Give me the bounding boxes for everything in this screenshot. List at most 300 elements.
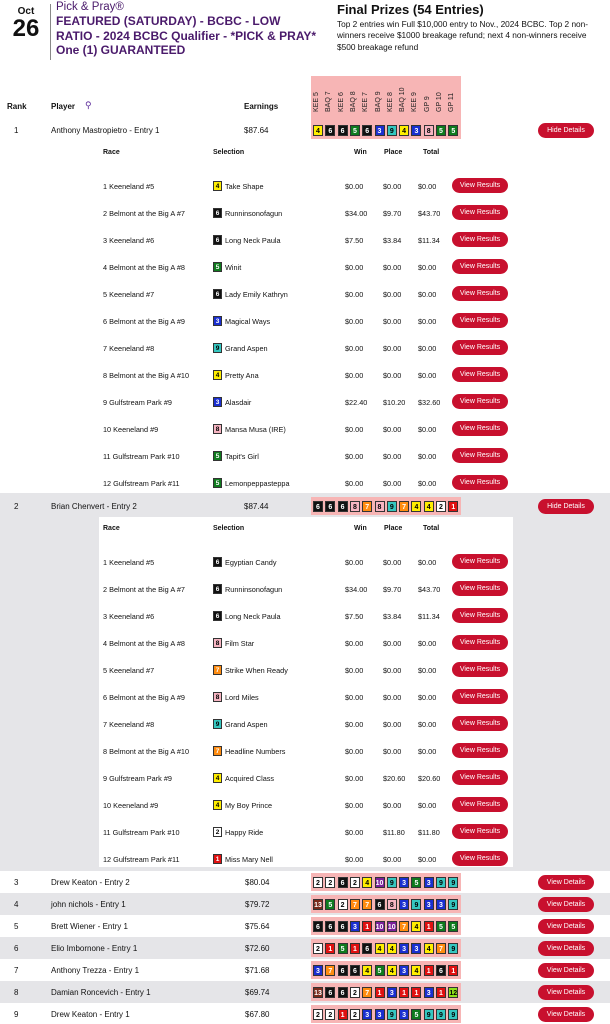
- detail-race: 7 Keeneland #8: [103, 720, 155, 729]
- win-col-header: Win: [354, 149, 367, 156]
- pick-square: 9: [213, 719, 222, 729]
- detail-row: [99, 684, 513, 711]
- details-panel: [99, 517, 513, 867]
- date-month: Oct: [17, 6, 35, 17]
- picks-strip: [311, 497, 461, 515]
- entry-player[interactable]: Anthony Trezza - Entry 1: [51, 966, 140, 975]
- pick-square: 1: [338, 1009, 348, 1020]
- pick-square: 2: [313, 877, 323, 888]
- detail-win: $22.40: [345, 398, 368, 407]
- pick-square: 9: [411, 899, 421, 910]
- detail-horse: Long Neck Paula: [225, 612, 281, 621]
- pick-square: 9: [436, 877, 446, 888]
- detail-win: $0.00: [345, 639, 364, 648]
- detail-horse: Alasdair: [225, 398, 252, 407]
- pick-square: 8: [213, 692, 222, 702]
- entry-player[interactable]: john nichols - Entry 1: [51, 900, 126, 909]
- pick-square: 5: [448, 125, 458, 136]
- pick-square: 9: [436, 1009, 446, 1020]
- pick-square: 3: [375, 1009, 385, 1020]
- pick-square: 1: [448, 501, 458, 512]
- detail-race: 6 Belmont at the Big A #9: [103, 693, 185, 702]
- pick-square: 4: [387, 965, 397, 976]
- pick-square: 6: [338, 877, 348, 888]
- detail-total: $0.00: [418, 344, 437, 353]
- detail-row: [99, 657, 513, 684]
- entry-rank: 3: [14, 878, 19, 887]
- pick-square: 9: [448, 1009, 458, 1020]
- pick-square: 7: [325, 965, 335, 976]
- detail-race: 12 Gulfstream Park #11: [103, 855, 180, 864]
- detail-total: $0.00: [418, 479, 437, 488]
- detail-total: $43.70: [418, 585, 441, 594]
- detail-win: $7.50: [345, 612, 364, 621]
- detail-race: 10 Keeneland #9: [103, 801, 159, 810]
- detail-place: $0.00: [383, 317, 402, 326]
- detail-row: [99, 281, 513, 308]
- detail-row: [99, 443, 513, 470]
- detail-place: $0.00: [383, 425, 402, 434]
- table-row[interactable]: [0, 121, 610, 139]
- view-results-button[interactable]: View Results: [452, 581, 508, 596]
- pick-square: 7: [213, 746, 222, 756]
- detail-total: $32.60: [418, 398, 441, 407]
- detail-place: $0.00: [383, 693, 402, 702]
- detail-horse: Happy Ride: [225, 828, 264, 837]
- detail-row: [99, 173, 513, 200]
- pick-square: 4: [411, 921, 421, 932]
- place-col-header: Place: [384, 525, 403, 532]
- detail-place: $20.60: [383, 774, 406, 783]
- view-results-button[interactable]: View Results: [452, 608, 508, 623]
- pick-square: 4: [213, 773, 222, 783]
- view-results-button[interactable]: View Results: [452, 743, 508, 758]
- detail-horse: Long Neck Paula: [225, 236, 281, 245]
- detail-total: $11.34: [418, 236, 440, 245]
- detail-place: $0.00: [383, 720, 402, 729]
- detail-race: 2 Belmont at the Big A #7: [103, 585, 185, 594]
- detail-total: $0.00: [418, 290, 437, 299]
- detail-horse: Runninsonofagun: [225, 209, 283, 218]
- pick-square: 5: [325, 899, 335, 910]
- detail-win: $7.50: [345, 236, 364, 245]
- entry-player[interactable]: Anthony Mastropietro - Entry 1: [51, 126, 160, 135]
- pick-square: 9: [213, 343, 222, 353]
- pick-square: 7: [350, 899, 360, 910]
- detail-win: $0.00: [345, 290, 364, 299]
- pick-square: 2: [436, 501, 446, 512]
- win-col-header: Win: [354, 525, 367, 532]
- detail-place: $0.00: [383, 747, 402, 756]
- detail-place: $0.00: [383, 666, 402, 675]
- pick-square: 3: [399, 943, 409, 954]
- entry-earnings: $75.64: [245, 922, 270, 931]
- pick-square: 5: [411, 1009, 421, 1020]
- detail-horse: My Boy Prince: [225, 801, 273, 810]
- pick-square: 3: [213, 316, 222, 326]
- detail-horse: Lady Emily Kathryn: [225, 290, 288, 299]
- detail-race: 8 Belmont at the Big A #10: [103, 747, 190, 756]
- view-details-button[interactable]: View Details: [538, 985, 594, 1000]
- pick-square: 2: [350, 877, 360, 888]
- detail-row: [99, 416, 513, 443]
- detail-win: $0.00: [345, 425, 364, 434]
- pick-square: 5: [213, 451, 222, 461]
- detail-total: $20.60: [418, 774, 441, 783]
- pick-square: 3: [375, 125, 385, 136]
- detail-horse: Strike When Ready: [225, 666, 288, 675]
- pick-square: 1: [399, 987, 409, 998]
- table-row[interactable]: [0, 895, 610, 913]
- view-results-button[interactable]: View Results: [452, 178, 508, 193]
- entry-player[interactable]: Brett Wiener - Entry 1: [51, 922, 128, 931]
- pick-square: 2: [350, 1009, 360, 1020]
- view-details-button[interactable]: View Details: [538, 1007, 594, 1022]
- pick-square: 4: [424, 501, 434, 512]
- picks-strip: [311, 895, 461, 913]
- detail-race: 8 Belmont at the Big A #10: [103, 371, 190, 380]
- pick-square: 9: [387, 1009, 397, 1020]
- detail-place: $0.00: [383, 290, 402, 299]
- detail-row: [99, 227, 513, 254]
- detail-win: $0.00: [345, 558, 364, 567]
- pick-square: 3: [213, 397, 222, 407]
- detail-race: 10 Keeneland #9: [103, 425, 159, 434]
- pick-square: 2: [313, 1009, 323, 1020]
- pick-square: 3: [399, 965, 409, 976]
- detail-place: $3.84: [383, 612, 402, 621]
- detail-row: [99, 389, 513, 416]
- pick-square: 1: [436, 987, 446, 998]
- detail-row: [99, 549, 513, 576]
- view-results-button[interactable]: View Results: [452, 448, 508, 463]
- detail-total: $11.34: [418, 612, 440, 621]
- entry-rank: 7: [14, 966, 19, 975]
- detail-total: $0.00: [418, 317, 437, 326]
- view-results-button[interactable]: View Results: [452, 554, 508, 569]
- detail-place: $0.00: [383, 344, 402, 353]
- detail-total: $43.70: [418, 209, 441, 218]
- detail-row: [99, 738, 513, 765]
- race-col-header: Race: [103, 525, 120, 532]
- detail-race: 1 Keeneland #5: [103, 558, 155, 567]
- pick-square: 3: [424, 899, 434, 910]
- pick-square: 2: [313, 943, 323, 954]
- pick-square: 8: [424, 125, 434, 136]
- pick-square: 1: [325, 943, 335, 954]
- pick-square: 4: [375, 943, 385, 954]
- pick-square: 4: [411, 965, 421, 976]
- details-panel: [99, 141, 513, 491]
- detail-win: $34.00: [345, 585, 368, 594]
- detail-total: $11.80: [418, 828, 440, 837]
- pick-square: 6: [362, 943, 372, 954]
- table-row[interactable]: [0, 961, 610, 979]
- picks-strip: [311, 917, 461, 935]
- pick-square: 2: [350, 987, 360, 998]
- detail-place: $10.20: [383, 398, 406, 407]
- pick-square: 4: [213, 800, 222, 810]
- view-results-button[interactable]: View Results: [452, 367, 508, 382]
- pick-square: 3: [362, 1009, 372, 1020]
- picks-strip: [311, 121, 461, 139]
- view-results-button[interactable]: View Results: [452, 205, 508, 220]
- detail-row: [99, 576, 513, 603]
- detail-horse: Mansa Musa (IRE): [225, 425, 286, 434]
- detail-row: [99, 846, 513, 873]
- entry-earnings: $79.72: [245, 900, 270, 909]
- table-row[interactable]: [0, 939, 610, 957]
- detail-horse: Lemonpeppasteppa: [225, 479, 290, 488]
- pick-square: 1: [213, 854, 222, 864]
- detail-row: [99, 335, 513, 362]
- detail-win: $0.00: [345, 666, 364, 675]
- detail-race: 5 Keeneland #7: [103, 666, 155, 675]
- pick-square: 6: [338, 965, 348, 976]
- hide-details-button[interactable]: Hide Details: [538, 123, 594, 138]
- view-results-button[interactable]: View Results: [452, 662, 508, 677]
- pick-square: 4: [387, 943, 397, 954]
- pick-square: 4: [313, 125, 323, 136]
- pick-square: 6: [325, 987, 335, 998]
- player-header: Player: [51, 102, 76, 111]
- detail-race: 11 Gulfstream Park #10: [103, 452, 180, 461]
- pick-square: 3: [399, 1009, 409, 1020]
- pick-square: 5: [411, 877, 421, 888]
- view-results-button[interactable]: View Results: [452, 716, 508, 731]
- view-results-button[interactable]: View Results: [452, 635, 508, 650]
- pick-square: 6: [325, 501, 335, 512]
- pick-square: 5: [350, 125, 360, 136]
- pick-square: 9: [387, 877, 397, 888]
- race-label: KEE 8: [386, 92, 394, 112]
- entry-rank: 6: [14, 944, 19, 953]
- pick-square: 10: [387, 921, 397, 932]
- selection-col-header: Selection: [213, 149, 245, 156]
- table-row[interactable]: [0, 497, 610, 515]
- pick-square: 6: [350, 965, 360, 976]
- pick-square: 5: [213, 478, 222, 488]
- pick-square: 6: [338, 921, 348, 932]
- detail-total: $0.00: [418, 263, 437, 272]
- detail-race: 12 Gulfstream Park #11: [103, 479, 180, 488]
- pick-square: 2: [338, 899, 348, 910]
- table-row[interactable]: [0, 917, 610, 935]
- detail-win: $0.00: [345, 182, 364, 191]
- pick-square: 9: [424, 1009, 434, 1020]
- detail-total: $0.00: [418, 425, 437, 434]
- pick-square: 6: [338, 125, 348, 136]
- page-header: [0, 0, 610, 72]
- detail-horse: Take Shape: [225, 182, 264, 191]
- detail-horse: Film Star: [225, 639, 255, 648]
- pick-square: 5: [375, 965, 385, 976]
- detail-place: $0.00: [383, 263, 402, 272]
- entry-rank: 2: [14, 502, 19, 511]
- pick-square: 4: [362, 877, 372, 888]
- table-row[interactable]: [0, 1005, 610, 1023]
- detail-place: $0.00: [383, 371, 402, 380]
- pick-square: 7: [362, 501, 372, 512]
- entry-rank: 4: [14, 900, 19, 909]
- detail-race: 1 Keeneland #5: [103, 182, 155, 191]
- detail-race: 3 Keeneland #6: [103, 612, 155, 621]
- view-results-button[interactable]: View Results: [452, 851, 508, 866]
- pick-square: 6: [338, 987, 348, 998]
- entry-player[interactable]: Brian Chenvert - Entry 2: [51, 502, 137, 511]
- detail-place: $0.00: [383, 479, 402, 488]
- entry-player[interactable]: Elio Imbornone - Entry 1: [51, 944, 138, 953]
- entry-player[interactable]: Drew Keaton - Entry 1: [51, 1010, 130, 1019]
- view-results-button[interactable]: View Results: [452, 394, 508, 409]
- pick-square: 6: [313, 501, 323, 512]
- race-label: BAQ 9: [374, 91, 382, 112]
- view-details-button[interactable]: View Details: [538, 963, 594, 978]
- detail-place: $9.70: [383, 209, 402, 218]
- hide-details-button[interactable]: Hide Details: [538, 499, 594, 514]
- selection-col-header: Selection: [213, 525, 245, 532]
- picks-strip: [311, 1005, 461, 1023]
- pick-square: 4: [399, 125, 409, 136]
- search-icon[interactable]: ⚲: [85, 100, 92, 110]
- race-label: KEE 9: [411, 92, 419, 112]
- detail-horse: Grand Aspen: [225, 344, 268, 353]
- total-col-header: Total: [423, 525, 440, 532]
- pick-square: 4: [213, 370, 222, 380]
- view-results-button[interactable]: View Results: [452, 475, 508, 490]
- pick-square: 8: [375, 501, 385, 512]
- detail-row: [99, 630, 513, 657]
- detail-place: $0.00: [383, 452, 402, 461]
- detail-race: 9 Gulfstream Park #9: [103, 398, 172, 407]
- view-results-button[interactable]: View Results: [452, 770, 508, 785]
- detail-total: $0.00: [418, 693, 437, 702]
- pick-square: 7: [362, 899, 372, 910]
- pick-square: 2: [213, 827, 222, 837]
- detail-row: [99, 603, 513, 630]
- detail-horse: Winit: [225, 263, 242, 272]
- detail-horse: Grand Aspen: [225, 720, 268, 729]
- view-results-button[interactable]: View Results: [452, 797, 508, 812]
- detail-total: $0.00: [418, 452, 437, 461]
- detail-row: [99, 308, 513, 335]
- pick-square: 6: [213, 235, 222, 245]
- pick-square: 10: [375, 921, 385, 932]
- entry-earnings: $87.64: [244, 126, 269, 135]
- detail-race: 9 Gulfstream Park #9: [103, 774, 172, 783]
- view-details-button[interactable]: View Details: [538, 897, 594, 912]
- detail-total: $0.00: [418, 801, 437, 810]
- race-label: GP 9: [423, 96, 431, 112]
- detail-horse: Magical Ways: [225, 317, 271, 326]
- view-results-button[interactable]: View Results: [452, 824, 508, 839]
- pick-square: 3: [399, 899, 409, 910]
- date-day: 26: [12, 15, 40, 42]
- detail-place: $9.70: [383, 585, 402, 594]
- pick-square: 5: [436, 921, 446, 932]
- rank-header: Rank: [7, 102, 27, 111]
- detail-win: $0.00: [345, 774, 364, 783]
- entry-player[interactable]: Drew Keaton - Entry 2: [51, 878, 130, 887]
- pick-square: 5: [448, 921, 458, 932]
- entry-earnings: $71.68: [245, 966, 270, 975]
- pick-square: 1: [424, 921, 434, 932]
- race-label: KEE 5: [313, 92, 320, 112]
- entry-rank: 9: [14, 1010, 19, 1019]
- pick-square: 10: [375, 877, 385, 888]
- detail-total: $0.00: [418, 720, 437, 729]
- detail-total: $0.00: [418, 371, 437, 380]
- detail-win: $0.00: [345, 855, 364, 864]
- view-details-button[interactable]: View Details: [538, 941, 594, 956]
- view-results-button[interactable]: View Results: [452, 259, 508, 274]
- detail-total: $0.00: [418, 639, 437, 648]
- race-col-header: Race: [103, 149, 120, 156]
- entry-player[interactable]: Damian Roncevich - Entry 1: [51, 988, 151, 997]
- detail-win: $0.00: [345, 747, 364, 756]
- view-results-button[interactable]: View Results: [452, 286, 508, 301]
- detail-horse: Miss Mary Nell: [225, 855, 273, 864]
- pick-square: 6: [375, 899, 385, 910]
- header-divider: [50, 4, 51, 60]
- detail-race: 5 Keeneland #7: [103, 290, 155, 299]
- pick-square: 1: [362, 921, 372, 932]
- pick-square: 6: [436, 965, 446, 976]
- detail-win: $0.00: [345, 693, 364, 702]
- pick-square: 3: [424, 877, 434, 888]
- entry-earnings: $69.74: [245, 988, 270, 997]
- picks-strip: [311, 961, 461, 979]
- pick-square: 9: [387, 501, 397, 512]
- pick-square: 8: [387, 899, 397, 910]
- detail-win: $0.00: [345, 344, 364, 353]
- total-col-header: Total: [423, 149, 440, 156]
- view-results-button[interactable]: View Results: [452, 421, 508, 436]
- detail-win: $0.00: [345, 828, 364, 837]
- view-results-button[interactable]: View Results: [452, 689, 508, 704]
- detail-place: $11.80: [383, 828, 405, 837]
- detail-win: $0.00: [345, 371, 364, 380]
- pick-square: 3: [350, 921, 360, 932]
- detail-horse: Pretty Ana: [225, 371, 259, 380]
- race-label: KEE 7: [362, 92, 370, 112]
- pick-square: 1: [424, 965, 434, 976]
- detail-horse: Headline Numbers: [225, 747, 286, 756]
- pick-square: 6: [325, 921, 335, 932]
- view-details-button[interactable]: View Details: [538, 875, 594, 890]
- view-results-button[interactable]: View Results: [452, 340, 508, 355]
- race-label: GP 11: [448, 92, 456, 112]
- pick-square: 5: [213, 262, 222, 272]
- view-results-button[interactable]: View Results: [452, 313, 508, 328]
- table-row[interactable]: [0, 873, 610, 891]
- view-details-button[interactable]: View Details: [538, 919, 594, 934]
- detail-race: 4 Belmont at the Big A #8: [103, 639, 185, 648]
- pick-square: 4: [424, 943, 434, 954]
- detail-total: $0.00: [418, 182, 437, 191]
- pick-square: 1: [448, 965, 458, 976]
- table-row[interactable]: [0, 983, 610, 1001]
- race-label: BAQ 7: [325, 91, 333, 112]
- detail-race: 11 Gulfstream Park #10: [103, 828, 180, 837]
- race-label: BAQ 10: [399, 87, 407, 112]
- detail-horse: Lord Miles: [225, 693, 259, 702]
- pick-square: 3: [399, 877, 409, 888]
- pick-square: 9: [448, 877, 458, 888]
- detail-horse: Egyptian Candy: [225, 558, 277, 567]
- view-results-button[interactable]: View Results: [452, 232, 508, 247]
- pick-square: 6: [213, 611, 222, 621]
